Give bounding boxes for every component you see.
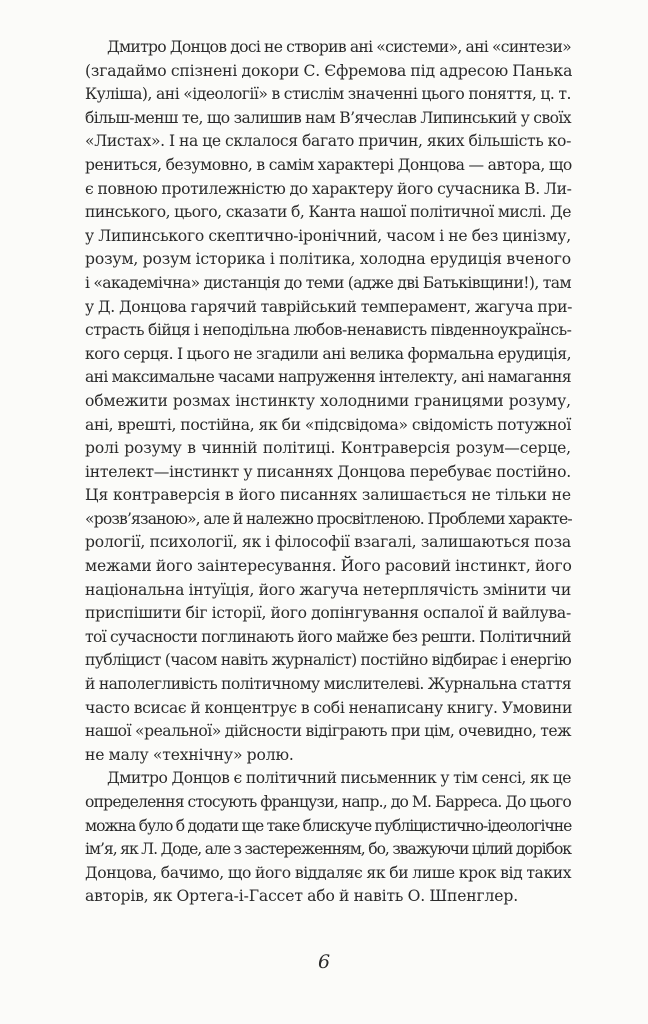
text-line: межами його заінтересування. Його расовий інстинкт, його bbox=[85, 557, 572, 576]
text-line: приспішити біг історії, його допінгування оспалої й вайлува- bbox=[85, 604, 571, 623]
text-line: авторів, як Ортега-і-Гассет або й навіть О. Шпенглер. bbox=[85, 887, 519, 906]
text-line: нашої «реальної» дійсности відіграють при цім, очевидно, теж bbox=[85, 722, 571, 741]
text-line: ім’я, як Л. Доде, але з застереженням, бо, зважуючи цілий дорібок bbox=[85, 840, 571, 859]
text-line: і «академічна» дистанція до теми (адже дві Батьківщини!), там bbox=[85, 273, 571, 292]
text-line: рології, психології, як і філософії взагалі, залишаються поза bbox=[85, 533, 571, 552]
text-line: інтелект—інстинкт у писаннях Донцова перебуває постійно. bbox=[85, 462, 571, 481]
text-line: можна було б додати ще таке блискуче публіцистично-ідеологічне bbox=[85, 816, 572, 835]
body-text bbox=[85, 36, 571, 909]
text-line: тої сучасности поглинають його майже без решти. Політичний bbox=[85, 627, 571, 646]
text-line: страсть бійця і неподільна любов-ненависть південноукраїнсь- bbox=[85, 321, 572, 340]
text-line: більш-менш те, що залишив нам В’ячеслав Липинський у своїх bbox=[85, 108, 571, 127]
text-line: є повною протилежністю до характеру його сучасника В. Ли- bbox=[85, 179, 572, 198]
text-line: Куліша), ані «ідеології» в стислім значенні цього поняття, ц. т. bbox=[85, 85, 571, 104]
text-line: определення стосують французи, напр., до М. Барреса. До цього bbox=[85, 793, 571, 811]
text-line: у Д. Донцова гарячий таврійський темперамент, жагуча при- bbox=[85, 297, 573, 316]
text-line: (згадаймо спізнені докори С. Єфремова під адресою Панька bbox=[85, 61, 573, 80]
text-line: «Листах». І на це склалося багато причин, яких більшість ко- bbox=[85, 132, 571, 151]
page-number: 6 bbox=[317, 951, 331, 973]
text-line: ролі розуму в чинній політиці. Контраверсія розум—серце, bbox=[85, 439, 571, 458]
text-line: розум, розум історика і політика, холодна ерудиція вченого bbox=[85, 250, 571, 269]
text-line: пинського, цього, сказати б, Канта нашої політичної мислі. Де bbox=[85, 203, 571, 222]
text-line: Донцова, бачимо, що його віддаляє як би лише крок від таких bbox=[85, 863, 572, 882]
text-line: Ця контраверсія в його писаннях залишається не тільки не bbox=[85, 486, 571, 505]
text-line: кого серця. І цього не згадили ані велика формальна ерудиція, bbox=[85, 344, 571, 363]
text-line: публіцист (часом навіть журналіст) постійно відбирає і енергію bbox=[85, 651, 571, 670]
text-line: Дмитро Донцов досі не створив ані «системи», ані «синтези» bbox=[107, 38, 571, 56]
text-line: рениться, безумовно, в самім характері Донцова — автора, що bbox=[85, 155, 572, 174]
text-line: ані максимальне часами напруження інтелекту, ані намагання bbox=[85, 368, 571, 387]
text-line: й наполегливість політичному мислителеві. Журнальна стаття bbox=[85, 675, 571, 694]
text-line: Дмитро Донцов є політичний письменник у тім сенсі, як це bbox=[107, 769, 571, 788]
text-line: у Липинського скептично-іронічний, часом і не без цинізму, bbox=[85, 226, 571, 245]
paragraph bbox=[85, 36, 571, 767]
paragraph bbox=[85, 767, 571, 909]
text-line: ані, врешті, постійна, як би «підсвідома» свідомість потужної bbox=[85, 415, 571, 434]
text-line: часто всисає й концентрує в собі ненаписану книгу. Умовини bbox=[85, 698, 573, 717]
text-line: національна інтуїція, його жагуча нетерплячість змінити чи bbox=[85, 580, 571, 599]
text-line: «розв’язаною», але й належно просвітленою. Проблеми характе- bbox=[85, 509, 572, 528]
text-line: обмежити розмах інстинкту холодними границями розуму, bbox=[85, 391, 571, 410]
text-line: не малу «технічну» ролю. bbox=[85, 745, 294, 764]
